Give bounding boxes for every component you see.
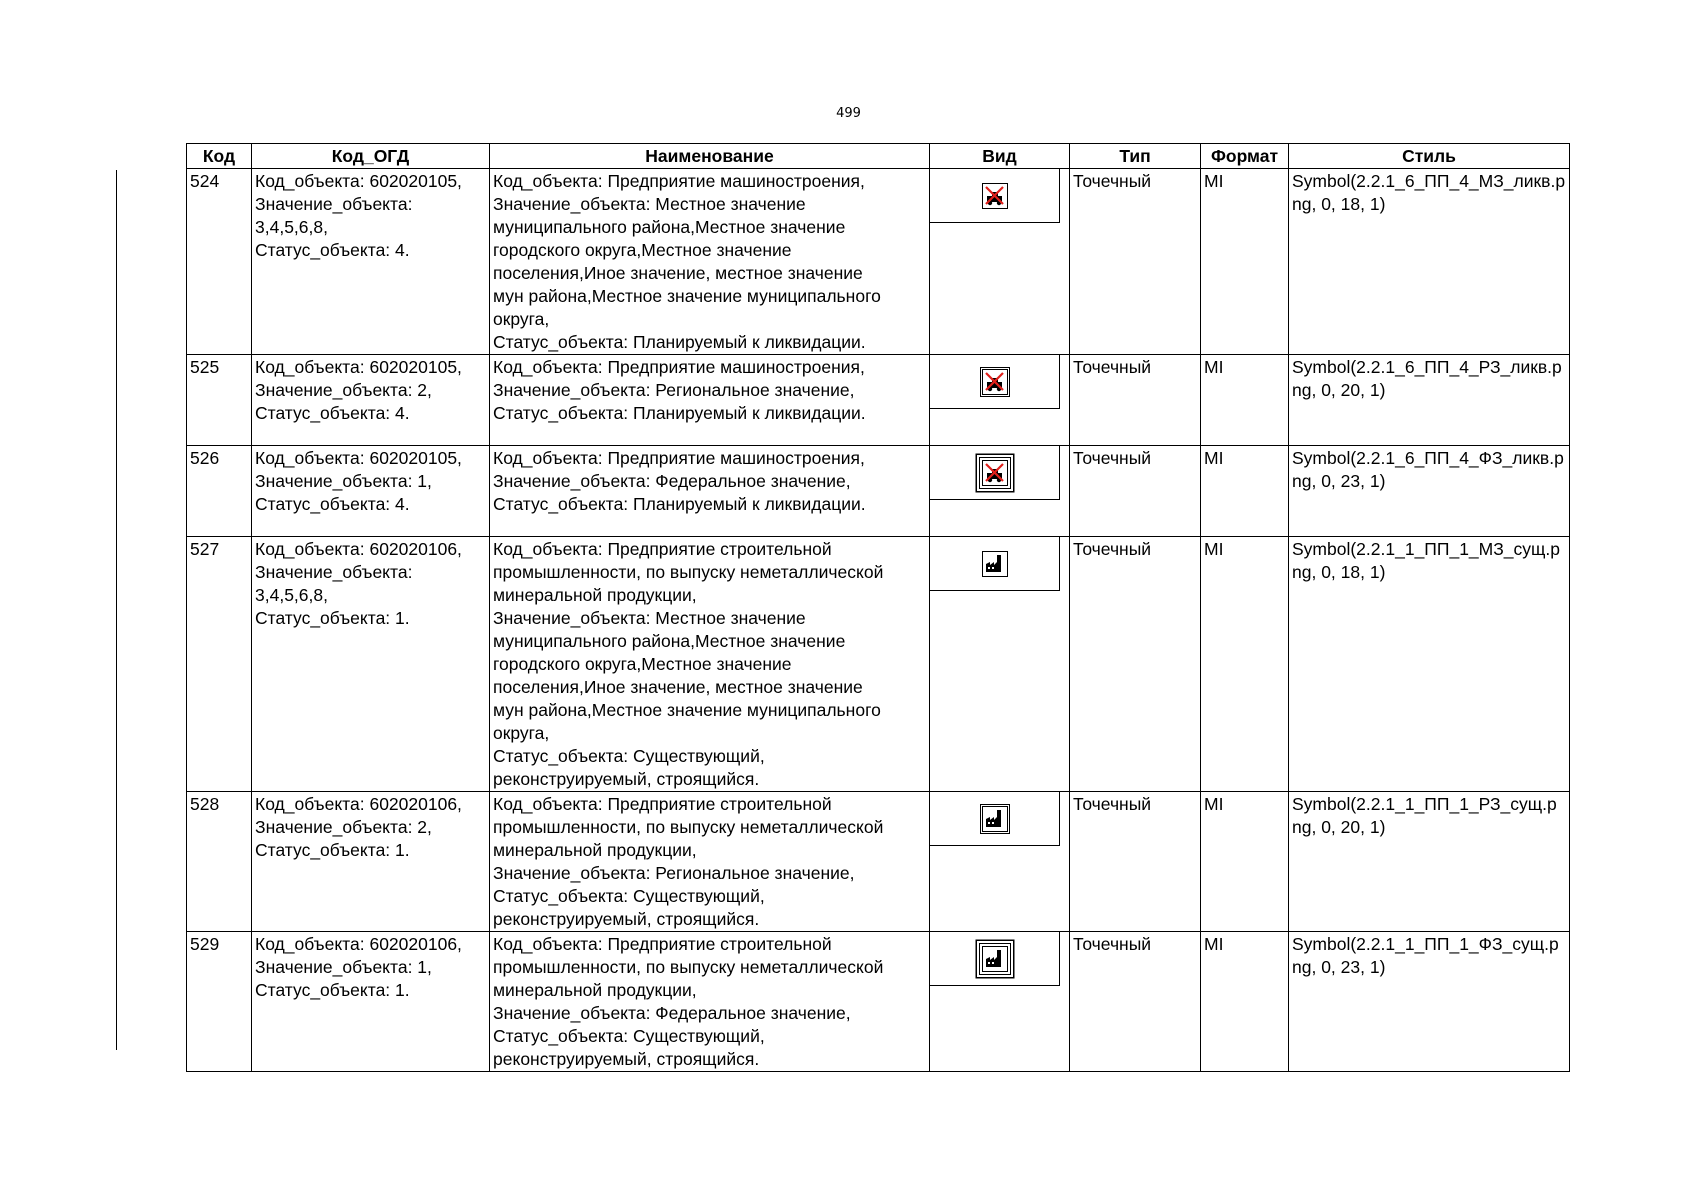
construction-industry-local-icon: [982, 551, 1008, 577]
cell-type: Точечный: [1070, 792, 1201, 932]
cell-ogd: Код_объекта: 602020106, Значение_объекта: 3,4,5,6,8, Статус_объекта: 1.: [252, 537, 490, 792]
cell-type: Точечный: [1070, 446, 1201, 537]
table-row: [187, 792, 1570, 932]
cell-name: Код_объекта: Предприятие машиностроения, Значение_объекта: Местное значение муниципального района,Местное значение городского округа,Местное значение поселения,Иное значение, местное значение мун района,Местное значение муниципального округа, Статус_объекта: Планируемый к ликвидации.: [490, 169, 930, 355]
cell-ogd: Код_объекта: 602020105, Значение_объекта: 2, Статус_объекта: 4.: [252, 355, 490, 446]
cell-view: [930, 932, 1070, 1072]
cell-code: 525: [187, 355, 252, 446]
view-symbol-box: [930, 446, 1060, 500]
table-row: [187, 169, 1570, 355]
cell-view: [930, 537, 1070, 792]
cell-ogd: Код_объекта: 602020106, Значение_объекта: 2, Статус_объекта: 1.: [252, 792, 490, 932]
view-symbol-box: [930, 932, 1060, 986]
cell-type: Точечный: [1070, 355, 1201, 446]
cell-style: Symbol(2.2.1_1_ПП_1_РЗ_сущ.png, 0, 20, 1): [1289, 792, 1570, 932]
table-header-row: [187, 144, 1570, 169]
table-row: [187, 355, 1570, 446]
machinery-liquidation-federal-icon: [982, 460, 1008, 486]
cell-format: MI: [1201, 537, 1289, 792]
cell-name: Код_объекта: Предприятие строительной промышленности, по выпуску неметаллической минеральной продукции, Значение_объекта: Федеральное значение, Статус_объекта: Существующий, реконструируемый, строящийся.: [490, 932, 930, 1072]
view-symbol-box: [930, 169, 1060, 223]
cell-name: Код_объекта: Предприятие машиностроения, Значение_объекта: Региональное значение, Статус_объекта: Планируемый к ликвидации.: [490, 355, 930, 446]
cell-format: MI: [1201, 169, 1289, 355]
cell-style: Symbol(2.2.1_6_ПП_4_ФЗ_ликв.png, 0, 23, 1): [1289, 446, 1570, 537]
cell-format: MI: [1201, 446, 1289, 537]
header-view: Вид: [930, 144, 1070, 169]
page-number: 499: [836, 106, 861, 121]
view-symbol-box: [930, 792, 1060, 846]
cell-type: Точечный: [1070, 169, 1201, 355]
cell-code: 527: [187, 537, 252, 792]
cell-style: Symbol(2.2.1_1_ПП_1_МЗ_сущ.png, 0, 18, 1): [1289, 537, 1570, 792]
view-symbol-box: [930, 537, 1060, 591]
cell-type: Точечный: [1070, 932, 1201, 1072]
table-row: [187, 446, 1570, 537]
table-row: [187, 537, 1570, 792]
cell-view: [930, 355, 1070, 446]
cell-code: 528: [187, 792, 252, 932]
header-code: Код: [187, 144, 252, 169]
machinery-liquidation-local-icon: [982, 183, 1008, 209]
header-type: Тип: [1070, 144, 1201, 169]
cell-code: 526: [187, 446, 252, 537]
cell-name: Код_объекта: Предприятие строительной промышленности, по выпуску неметаллической минеральной продукции, Значение_объекта: Местное значение муниципального района,Местное значение городского округа,Местное значение поселения,Иное значение, местное значение мун района,Местное значение муниципального округа, Статус_объекта: Существующий, реконструируемый, строящийся.: [490, 537, 930, 792]
cell-format: MI: [1201, 932, 1289, 1072]
cell-style: Symbol(2.2.1_6_ПП_4_МЗ_ликв.png, 0, 18, 1): [1289, 169, 1570, 355]
margin-rule: [116, 170, 117, 1050]
cell-ogd: Код_объекта: 602020105, Значение_объекта: 1, Статус_объекта: 4.: [252, 446, 490, 537]
cell-ogd: Код_объекта: 602020106, Значение_объекта: 1, Статус_объекта: 1.: [252, 932, 490, 1072]
view-symbol-box: [930, 355, 1060, 409]
cell-format: MI: [1201, 792, 1289, 932]
machinery-liquidation-regional-icon: [982, 369, 1008, 395]
cell-name: Код_объекта: Предприятие машиностроения, Значение_объекта: Федеральное значение, Статус_объекта: Планируемый к ликвидации.: [490, 446, 930, 537]
cell-type: Точечный: [1070, 537, 1201, 792]
cell-style: Symbol(2.2.1_1_ПП_1_ФЗ_сущ.png, 0, 23, 1): [1289, 932, 1570, 1072]
cell-view: [930, 446, 1070, 537]
cell-code: 524: [187, 169, 252, 355]
construction-industry-regional-icon: [982, 806, 1008, 832]
header-name: Наименование: [490, 144, 930, 169]
cell-code: 529: [187, 932, 252, 1072]
cell-name: Код_объекта: Предприятие строительной промышленности, по выпуску неметаллической минеральной продукции, Значение_объекта: Региональное значение, Статус_объекта: Существующий, реконструируемый, строящийся.: [490, 792, 930, 932]
cell-view: [930, 169, 1070, 355]
header-ogd: Код_ОГД: [252, 144, 490, 169]
legend-table: [186, 143, 1570, 1072]
cell-ogd: Код_объекта: 602020105, Значение_объекта: 3,4,5,6,8, Статус_объекта: 4.: [252, 169, 490, 355]
cell-view: [930, 792, 1070, 932]
construction-industry-federal-icon: [982, 946, 1008, 972]
table-row: [187, 932, 1570, 1072]
header-style: Стиль: [1289, 144, 1570, 169]
header-format: Формат: [1201, 144, 1289, 169]
cell-format: MI: [1201, 355, 1289, 446]
cell-style: Symbol(2.2.1_6_ПП_4_РЗ_ликв.png, 0, 20, 1): [1289, 355, 1570, 446]
